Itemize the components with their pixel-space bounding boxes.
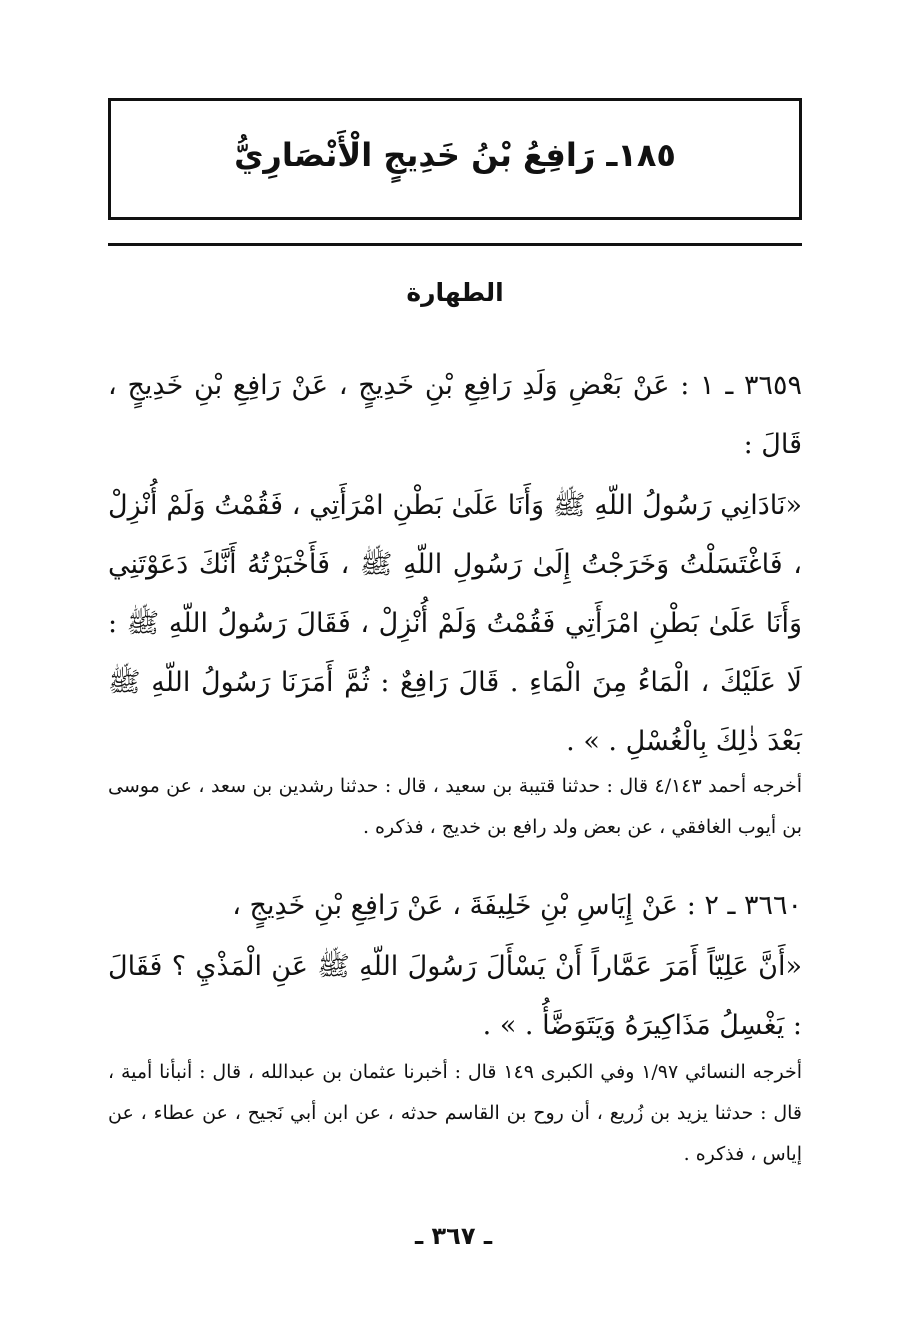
hadith-2-text: «أَنَّ عَلِيّاً أَمَرَ عَمَّاراً أَنْ يَسْأَلَ رَسُولَ اللّهِ ﷺ عَنِ الْمَذْيِ ؟ فَقَالَ : يَغْسِلُ مَذَاكِيرَهُ وَيَتَوَضَّأُ . » .: [108, 951, 802, 1041]
section-heading: الطهارة: [406, 278, 504, 307]
page-number: ـ ٣٦٧ ـ: [414, 1222, 493, 1250]
hadith-2-intro: ٣٦٦٠ ـ ٢ : عَنْ إِيَاسِ بْنِ خَلِيفَةَ ، عَنْ رَافِعِ بْنِ خَدِيجٍ ،: [232, 890, 802, 921]
hadith-1-text: «نَادَانِي رَسُولُ اللّهِ ﷺ وَأَنَا عَلَىٰ بَطْنِ امْرَأَتِي ، فَقُمْتُ وَلَمْ أُنْزِلْ ، فَاغْتَسَلْتُ وَخَرَجْتُ إِلَىٰ رَسُولِ اللّهِ ﷺ ، فَأَخْبَرْتُهُ أَنَّكَ دَعَوْتَنِي وَأَنَا عَلَىٰ بَطْنِ امْرَأَتِي فَقُمْتُ وَلَمْ أُنْزِلْ ، فَقَالَ رَسُولُ اللّهِ ﷺ : لَا عَلَيْكَ ، الْمَاءُ مِنَ الْمَاءِ . قَالَ رَافِعٌ : ثُمَّ أَمَرَنَا رَسُولُ اللّهِ ﷺ بَعْدَ ذٰلِكَ بِالْغُسْلِ . » .: [108, 490, 802, 757]
hadith-1-intro: ٣٦٥٩ ـ ١ : عَنْ بَعْضِ وَلَدِ رَافِعِ بْنِ خَدِيجٍ ، عَنْ رَافِعِ بْنِ خَدِيجٍ ، قَالَ :: [108, 370, 802, 460]
chapter-title-box: [108, 98, 802, 220]
horizontal-rule: [108, 243, 802, 246]
hadith-1-source-note: أخرجه أحمد ٤/١٤٣ قال : حدثنا قتيبة بن سعيد ، قال : حدثنا رشدين بن سعد ، عن موسى بن أيوب الغافقي ، عن بعض ولد رافع بن خديج ، فذكره .: [108, 775, 802, 838]
hadith-2-source-note: أخرجه النسائي ١/٩٧ وفي الكبرى ١٤٩ قال : أخبرنا عثمان بن عبدالله ، قال : أنبأنا أمية ، قال : حدثنا يزيد بن زُريع ، أن روح بن القاسم حدثه ، عن ابن أبي نَجيح ، عن عطاء ، عن إياس ، فذكره .: [108, 1061, 802, 1165]
chapter-title: ١٨٥ـ رَافِعُ بْنُ خَدِيجٍ الْأَنْصَارِيُّ: [234, 136, 676, 175]
